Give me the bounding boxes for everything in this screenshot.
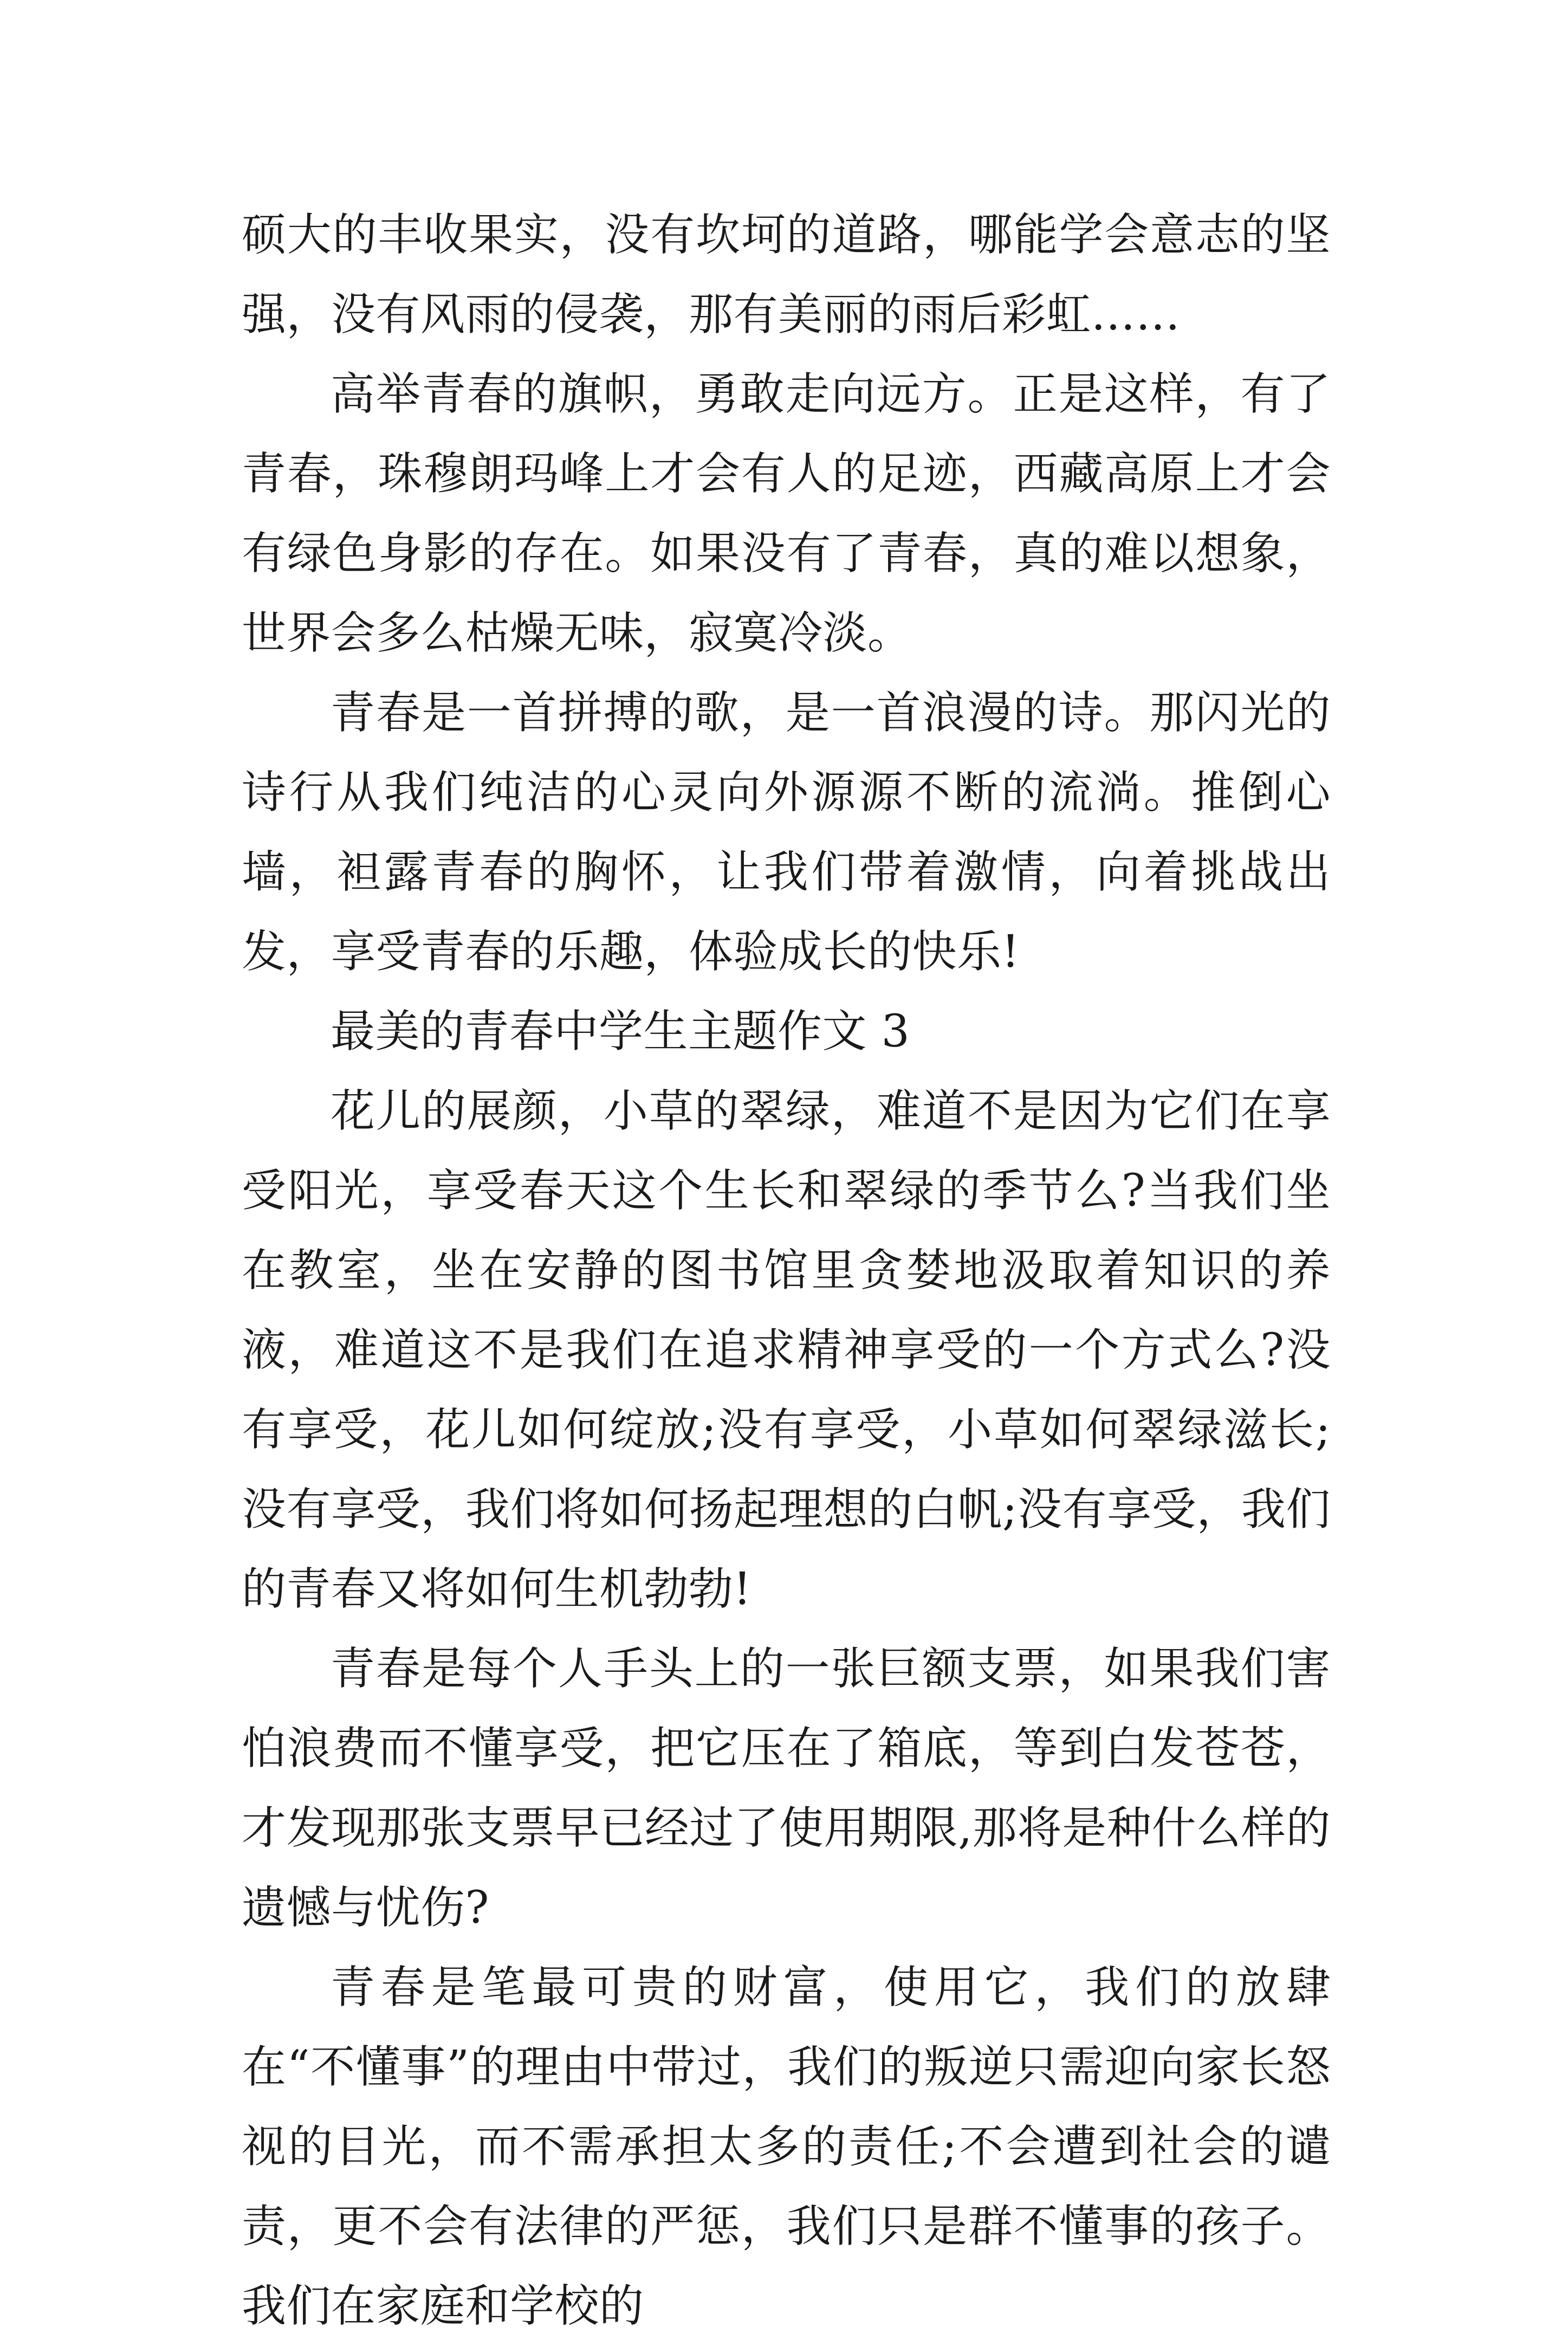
- paragraph: 青春是每个人手头上的一张巨额支票，如果我们害怕浪费而不懂享受，把它压在了箱底，等到白发苍苍，才发现那张支票早已经过了使用期限,那将是种什么样的遗憾与忧伤?: [242, 1643, 1331, 1934]
- paragraph-continuation: 硕大的丰收果实，没有坎坷的道路，哪能学会意志的坚强，没有风雨的侵袭，那有美丽的雨后彩虹……: [242, 209, 1331, 340]
- paragraph: 青春是笔最可贵的财富，使用它，我们的放肆在“不懂事”的理由中带过，我们的叛逆只需迎向家长怒视的目光，而不需承担太多的责任;不会遭到社会的谴责，更不会有法律的严惩，我们只是群不懂事的孩子。我们在家庭和学校的: [242, 1962, 1331, 2332]
- essay-title: 最美的青春中学生主题作文 3: [331, 1006, 910, 1057]
- paragraph: 高举青春的旗帜，勇敢走向远方。正是这样，有了青春，珠穆朗玛峰上才会有人的足迹，西藏高原上才会有绿色身影的存在。如果没有了青春，真的难以想象，世界会多么枯燥无味，寂寞冷淡。: [242, 369, 1331, 659]
- paragraph: 青春是一首拼搏的歌，是一首浪漫的诗。那闪光的诗行从我们纯洁的心灵向外源源不断的流淌。推倒心墙，袒露青春的胸怀，让我们带着激情，向着挑战出发，享受青春的乐趣，体验成长的快乐!: [242, 687, 1331, 978]
- essay-body: [242, 195, 1331, 2346]
- paragraph: 花儿的展颜，小草的翠绿，难道不是因为它们在享受阳光，享受春天这个生长和翠绿的季节么?当我们坐在教室，坐在安静的图书馆里贪婪地汲取着知识的养液，难道这不是我们在追求精神享受的一个方式么?没有享受，花儿如何绽放;没有享受，小草如何翠绿滋长;没有享受，我们将如何扬起理想的白帆;没有享受，我们的青春又将如何生机勃勃!: [242, 1085, 1331, 1615]
